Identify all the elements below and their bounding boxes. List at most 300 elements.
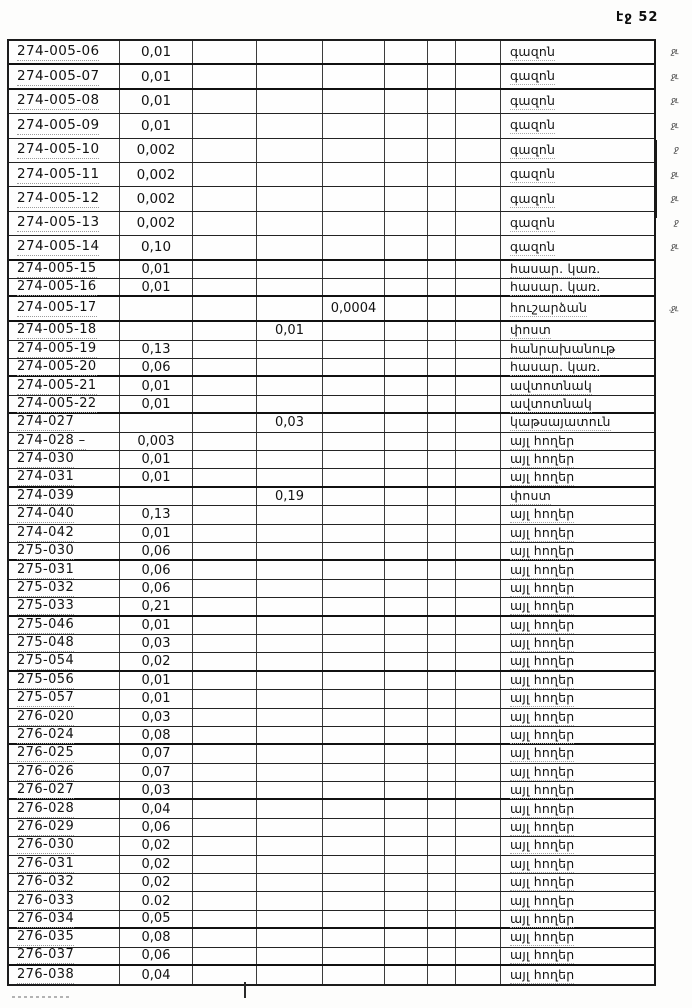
area-alt1-cell xyxy=(257,709,323,726)
area-main-cell-text: 0,07 xyxy=(141,746,171,762)
empty-cell-3 xyxy=(193,966,257,984)
empty-cell-8 xyxy=(456,709,501,726)
empty-cell-8 xyxy=(456,114,501,137)
empty-cell-3 xyxy=(193,598,257,614)
area-main-cell-text: 0,01 xyxy=(141,396,171,412)
area-main-cell xyxy=(120,745,193,762)
table-row xyxy=(9,488,654,506)
parcel-code-cell xyxy=(9,41,120,63)
empty-cell-3 xyxy=(193,525,257,542)
area-main-cell-text: 0,06 xyxy=(141,948,171,964)
parcel-code-cell-text: 274-005-06 xyxy=(17,43,100,60)
parcel-code-cell-text: 275-048 xyxy=(17,635,75,651)
area-alt1-cell xyxy=(257,874,323,891)
area-alt1-cell xyxy=(257,396,323,412)
area-main-cell xyxy=(120,359,193,375)
empty-cell-7 xyxy=(428,690,456,707)
empty-cell-6 xyxy=(385,727,428,743)
empty-cell-7 xyxy=(428,414,456,431)
handwritten-margin-mark: ջւ xyxy=(670,169,679,180)
empty-cell-3 xyxy=(193,800,257,817)
area-alt1-cell xyxy=(257,451,323,468)
area-alt2-cell xyxy=(323,672,385,689)
area-alt1-cell xyxy=(257,800,323,817)
area-alt2-cell xyxy=(323,800,385,817)
empty-cell-7 xyxy=(428,187,456,210)
area-main-cell-text: 0,21 xyxy=(141,598,171,614)
parcel-code-cell xyxy=(9,451,120,468)
area-alt2-cell xyxy=(323,322,385,339)
empty-cell-6 xyxy=(385,874,428,891)
area-main-cell xyxy=(120,856,193,873)
area-alt2-cell xyxy=(323,727,385,743)
empty-cell-3 xyxy=(193,433,257,450)
empty-cell-8 xyxy=(456,506,501,523)
area-main-cell xyxy=(120,837,193,854)
area-alt1-cell xyxy=(257,163,323,186)
land-use-cell xyxy=(501,819,654,836)
area-alt2-cell xyxy=(323,580,385,597)
parcel-code-cell xyxy=(9,114,120,137)
area-alt2-cell xyxy=(323,377,385,394)
area-main-cell xyxy=(120,948,193,964)
area-main-cell xyxy=(120,617,193,634)
area-alt1-cell xyxy=(257,543,323,559)
land-use-cell xyxy=(501,212,654,235)
empty-cell-6 xyxy=(385,745,428,762)
table-row xyxy=(9,598,654,616)
area-alt2-cell xyxy=(323,187,385,210)
land-use-cell-text: այլ հողեր xyxy=(510,524,575,540)
land-use-cell xyxy=(501,297,654,320)
area-alt2-cell xyxy=(323,653,385,669)
table-row xyxy=(9,874,654,892)
land-use-cell-text: հասար. կառ. xyxy=(510,358,601,374)
area-main-cell xyxy=(120,279,193,295)
area-main-cell xyxy=(120,187,193,210)
table-row xyxy=(9,727,654,745)
land-use-cell xyxy=(501,525,654,542)
empty-cell-6 xyxy=(385,90,428,113)
empty-cell-7 xyxy=(428,322,456,339)
table-row xyxy=(9,966,654,984)
parcel-code-cell xyxy=(9,359,120,375)
land-use-cell-text: այլ հողեր xyxy=(510,542,575,558)
land-use-cell-text: այլ հողեր xyxy=(510,469,575,485)
empty-cell-7 xyxy=(428,114,456,137)
table-row xyxy=(9,377,654,395)
area-alt1-cell xyxy=(257,966,323,984)
area-alt2-cell xyxy=(323,837,385,854)
land-use-cell-text: այլ հողեր xyxy=(510,874,575,890)
area-main-cell xyxy=(120,114,193,137)
area-alt1-cell xyxy=(257,359,323,375)
empty-cell-8 xyxy=(456,359,501,375)
parcel-code-cell xyxy=(9,837,120,854)
empty-cell-7 xyxy=(428,396,456,412)
area-alt1-cell xyxy=(257,948,323,964)
area-main-cell xyxy=(120,396,193,412)
land-use-cell-text: կաթսայատուն xyxy=(510,414,611,430)
empty-cell-3 xyxy=(193,506,257,523)
empty-cell-8 xyxy=(456,469,501,485)
land-use-cell xyxy=(501,187,654,210)
area-alt2-cell xyxy=(323,598,385,614)
area-alt1-cell xyxy=(257,525,323,542)
area-alt1-cell xyxy=(257,187,323,210)
area-alt2-cell xyxy=(323,279,385,295)
empty-cell-6 xyxy=(385,709,428,726)
empty-cell-3 xyxy=(193,187,257,210)
land-use-cell-text: գազոն xyxy=(510,141,556,157)
area-main-cell-text: 0,08 xyxy=(141,727,171,743)
land-use-cell-text: գազոն xyxy=(510,68,556,84)
area-alt2-cell xyxy=(323,782,385,798)
empty-cell-3 xyxy=(193,782,257,798)
area-main-cell-text: 0,01 xyxy=(140,44,172,61)
empty-cell-3 xyxy=(193,764,257,781)
empty-cell-3 xyxy=(193,709,257,726)
empty-cell-7 xyxy=(428,672,456,689)
area-alt1-cell xyxy=(257,764,323,781)
land-use-cell-text: այլ հողեր xyxy=(510,929,575,945)
empty-cell-3 xyxy=(193,341,257,358)
area-main-cell-text: 0,02 xyxy=(141,856,171,872)
area-main-cell xyxy=(120,469,193,485)
area-alt1-cell xyxy=(257,690,323,707)
empty-cell-3 xyxy=(193,948,257,964)
parcel-code-cell xyxy=(9,580,120,597)
scan-artifact-bold-border xyxy=(654,140,657,218)
land-use-cell xyxy=(501,966,654,984)
empty-cell-7 xyxy=(428,617,456,634)
table-row xyxy=(9,65,679,89)
empty-cell-3 xyxy=(193,543,257,559)
area-main-cell-text: 0,02 xyxy=(141,654,171,670)
empty-cell-6 xyxy=(385,672,428,689)
parcel-code-cell-text: 275-046 xyxy=(17,616,75,632)
area-main-cell-text: 0,13 xyxy=(141,341,171,357)
area-alt2-cell xyxy=(323,966,385,984)
area-main-cell-text: 0,01 xyxy=(141,470,171,486)
area-main-cell-text: 0,03 xyxy=(141,709,171,725)
land-use-cell-text: այլ հողեր xyxy=(510,947,575,963)
parcel-code-cell xyxy=(9,948,120,964)
parcel-code-cell xyxy=(9,800,120,817)
empty-cell-7 xyxy=(428,506,456,523)
land-use-cell xyxy=(501,892,654,909)
parcel-code-cell-text: 274-005-17 xyxy=(17,300,97,316)
empty-cell-7 xyxy=(428,525,456,542)
empty-cell-8 xyxy=(456,635,501,652)
empty-cell-7 xyxy=(428,279,456,295)
land-use-cell-text: այլ հողեր xyxy=(510,653,575,669)
empty-cell-6 xyxy=(385,966,428,984)
empty-cell-8 xyxy=(456,561,501,578)
empty-cell-7 xyxy=(428,892,456,909)
parcel-code-cell xyxy=(9,212,120,235)
table-row xyxy=(9,672,654,690)
empty-cell-8 xyxy=(456,322,501,339)
area-main-cell xyxy=(120,819,193,836)
parcel-code-cell xyxy=(9,543,120,559)
area-alt2-cell xyxy=(323,929,385,946)
area-main-cell xyxy=(120,800,193,817)
land-use-cell-text: այլ հողեր xyxy=(510,708,575,724)
table-row xyxy=(9,892,654,910)
area-main-cell-text: 0,01 xyxy=(140,93,172,110)
area-alt2-cell xyxy=(323,114,385,137)
land-use-cell xyxy=(501,690,654,707)
empty-cell-6 xyxy=(385,396,428,412)
empty-cell-7 xyxy=(428,800,456,817)
table-row xyxy=(9,653,654,671)
area-main-cell xyxy=(120,672,193,689)
area-alt2-cell xyxy=(323,506,385,523)
empty-cell-6 xyxy=(385,297,428,320)
area-alt2-cell xyxy=(323,635,385,652)
empty-cell-8 xyxy=(456,41,501,63)
empty-cell-6 xyxy=(385,433,428,450)
land-use-cell-text: այլ հողեր xyxy=(510,800,575,816)
area-alt1-cell xyxy=(257,561,323,578)
area-main-cell-text: 0,01 xyxy=(141,261,171,277)
empty-cell-3 xyxy=(193,617,257,634)
parcel-code-cell xyxy=(9,506,120,523)
empty-cell-6 xyxy=(385,800,428,817)
empty-cell-6 xyxy=(385,41,428,63)
table-row xyxy=(9,414,654,432)
empty-cell-6 xyxy=(385,782,428,798)
land-use-cell xyxy=(501,359,654,375)
empty-cell-7 xyxy=(428,90,456,113)
parcel-code-cell xyxy=(9,764,120,781)
area-main-cell-text: 0,01 xyxy=(141,279,171,295)
empty-cell-7 xyxy=(428,341,456,358)
land-use-cell-text: գազոն xyxy=(510,92,556,108)
parcel-code-cell xyxy=(9,322,120,339)
parcel-code-cell xyxy=(9,561,120,578)
land-use-cell-text: հասար. կառ. xyxy=(510,260,601,276)
land-use-cell xyxy=(501,874,654,891)
land-use-cell-text: այլ հողեր xyxy=(510,837,575,853)
area-main-cell-text: 0,01 xyxy=(140,117,172,134)
empty-cell-8 xyxy=(456,892,501,909)
parcel-code-cell-text: 274-028 – xyxy=(17,432,86,448)
empty-cell-7 xyxy=(428,451,456,468)
area-alt2-cell xyxy=(323,911,385,927)
parcel-code-cell-text: 276-029 xyxy=(17,819,75,835)
land-use-cell xyxy=(501,727,654,743)
table-row xyxy=(9,261,654,279)
parcel-code-cell xyxy=(9,488,120,505)
parcel-code-cell-text: 275-057 xyxy=(17,690,75,706)
land-use-cell xyxy=(501,561,654,578)
table-row xyxy=(9,236,679,260)
empty-cell-8 xyxy=(456,690,501,707)
empty-cell-6 xyxy=(385,764,428,781)
land-use-cell-text: գազոն xyxy=(510,214,556,230)
parcel-code-cell-text: 274-031 xyxy=(17,469,75,485)
empty-cell-6 xyxy=(385,65,428,87)
empty-cell-3 xyxy=(193,745,257,762)
empty-cell-8 xyxy=(456,187,501,210)
parcel-code-cell-text: 276-033 xyxy=(17,892,75,908)
land-use-cell-text: հանրախանութ xyxy=(510,340,616,356)
area-alt2-cell xyxy=(323,396,385,412)
scan-artifact-smudge xyxy=(12,996,72,998)
empty-cell-8 xyxy=(456,433,501,450)
area-alt1-cell xyxy=(257,580,323,597)
parcel-code-cell xyxy=(9,433,120,450)
land-use-cell xyxy=(501,396,654,412)
area-alt2-cell xyxy=(323,414,385,431)
area-main-cell xyxy=(120,451,193,468)
land-use-cell-text: այլ հողեր xyxy=(510,781,575,797)
area-alt2-cell xyxy=(323,892,385,909)
area-alt2-cell xyxy=(323,451,385,468)
land-use-cell-text: այլ հողեր xyxy=(510,892,575,908)
table-row xyxy=(9,929,654,947)
empty-cell-3 xyxy=(193,672,257,689)
land-use-cell xyxy=(501,114,654,137)
table-row xyxy=(9,561,654,579)
land-use-cell xyxy=(501,709,654,726)
table-row xyxy=(9,187,679,211)
area-alt2-cell xyxy=(323,261,385,278)
area-alt1-cell xyxy=(257,212,323,235)
area-alt2-cell xyxy=(323,709,385,726)
area-alt1-cell xyxy=(257,653,323,669)
area-alt1-cell xyxy=(257,856,323,873)
parcel-code-cell-text: 274-005-13 xyxy=(17,214,100,231)
empty-cell-3 xyxy=(193,139,257,162)
table-row xyxy=(9,819,654,837)
land-use-cell xyxy=(501,543,654,559)
empty-cell-8 xyxy=(456,782,501,798)
area-alt2-cell xyxy=(323,236,385,258)
empty-cell-6 xyxy=(385,543,428,559)
empty-cell-3 xyxy=(193,488,257,505)
area-main-cell xyxy=(120,506,193,523)
empty-cell-6 xyxy=(385,598,428,614)
parcel-code-cell-text: 275-032 xyxy=(17,579,75,595)
table-row xyxy=(9,764,654,782)
parcel-code-cell xyxy=(9,414,120,431)
parcel-code-cell-text: 274-005-11 xyxy=(17,165,100,182)
empty-cell-3 xyxy=(193,856,257,873)
area-main-cell-text: 0,002 xyxy=(136,215,176,232)
area-main-cell xyxy=(120,488,193,505)
area-main-cell-text: 0,01 xyxy=(141,617,171,633)
area-main-cell-text: 0,01 xyxy=(141,525,171,541)
land-use-cell xyxy=(501,322,654,339)
land-use-cell xyxy=(501,279,654,295)
table-row xyxy=(9,90,679,114)
area-main-cell-text: 0,06 xyxy=(141,359,171,375)
empty-cell-6 xyxy=(385,525,428,542)
empty-cell-3 xyxy=(193,911,257,927)
empty-cell-7 xyxy=(428,598,456,614)
empty-cell-8 xyxy=(456,929,501,946)
land-use-cell-text: այլ հողեր xyxy=(510,855,575,871)
table-row xyxy=(9,837,654,855)
land-use-cell-text: այլ հողեր xyxy=(510,579,575,595)
area-alt2-cell xyxy=(323,948,385,964)
empty-cell-6 xyxy=(385,488,428,505)
empty-cell-6 xyxy=(385,561,428,578)
table-row xyxy=(9,469,654,487)
empty-cell-7 xyxy=(428,433,456,450)
land-use-cell xyxy=(501,341,654,358)
area-main-cell xyxy=(120,65,193,87)
empty-cell-8 xyxy=(456,451,501,468)
empty-cell-3 xyxy=(193,469,257,485)
parcel-code-cell-text: 274-005-14 xyxy=(17,238,100,255)
table-row xyxy=(9,635,654,653)
handwritten-margin-mark: .ջւ xyxy=(668,303,679,315)
empty-cell-3 xyxy=(193,819,257,836)
area-main-cell xyxy=(120,598,193,614)
parcel-code-cell-text: 274-005-10 xyxy=(17,141,100,158)
area-alt2-cell xyxy=(323,488,385,505)
empty-cell-6 xyxy=(385,187,428,210)
parcel-code-cell-text: 274-040 xyxy=(17,506,75,522)
land-use-cell-text: այլ հողեր xyxy=(510,966,575,982)
table-row xyxy=(9,212,679,236)
land-use-cell-text: այլ հողեր xyxy=(510,451,575,467)
area-alt1-cell xyxy=(257,433,323,450)
handwritten-margin-mark: ջւ xyxy=(670,47,679,58)
empty-cell-6 xyxy=(385,279,428,295)
area-main-cell-text: 0,06 xyxy=(141,543,171,559)
empty-cell-6 xyxy=(385,892,428,909)
land-use-cell xyxy=(501,782,654,798)
land-use-cell-text: գազոն xyxy=(510,190,556,206)
area-main-cell xyxy=(120,41,193,63)
empty-cell-7 xyxy=(428,948,456,964)
parcel-code-cell xyxy=(9,782,120,798)
parcel-code-cell xyxy=(9,727,120,743)
empty-cell-7 xyxy=(428,929,456,946)
parcel-code-cell xyxy=(9,279,120,295)
empty-cell-8 xyxy=(456,212,501,235)
area-alt2-cell xyxy=(323,561,385,578)
area-alt1-cell xyxy=(257,322,323,339)
area-main-cell-text: 0,06 xyxy=(141,580,171,596)
land-use-cell-text: փոստ xyxy=(510,322,551,338)
parcel-code-cell xyxy=(9,856,120,873)
land-use-cell-text: այլ հողեր xyxy=(510,690,575,706)
empty-cell-6 xyxy=(385,236,428,258)
land-use-cell xyxy=(501,65,654,87)
empty-cell-6 xyxy=(385,212,428,235)
area-main-cell-text: 0,01 xyxy=(141,452,171,468)
parcel-code-cell xyxy=(9,341,120,358)
land-use-cell xyxy=(501,672,654,689)
handwritten-margin-mark: ջ xyxy=(673,218,679,229)
empty-cell-3 xyxy=(193,451,257,468)
table-row xyxy=(9,506,654,524)
parcel-code-cell xyxy=(9,635,120,652)
area-alt1-cell xyxy=(257,745,323,762)
area-main-cell xyxy=(120,690,193,707)
empty-cell-6 xyxy=(385,469,428,485)
handwritten-margin-mark: ջւ xyxy=(670,193,679,205)
empty-cell-3 xyxy=(193,396,257,412)
area-alt1-cell xyxy=(257,598,323,614)
land-use-cell xyxy=(501,163,654,186)
